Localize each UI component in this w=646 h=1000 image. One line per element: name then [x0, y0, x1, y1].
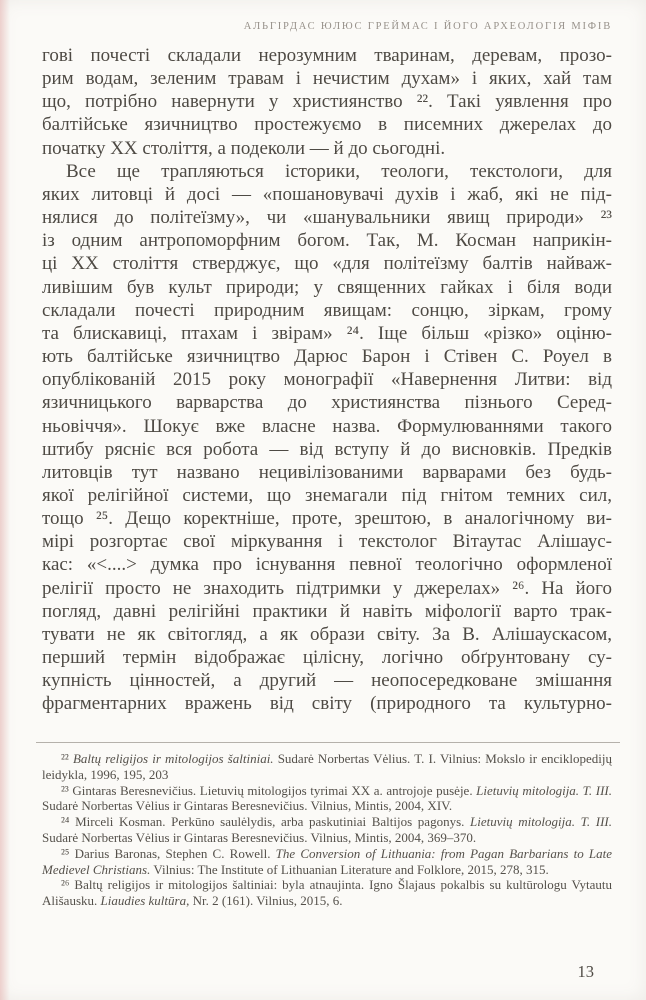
footnote-separator: [36, 742, 620, 743]
footnotes: [42, 751, 612, 909]
body-line: погляд, давні релігійні практики й навіть міфології варто трак-: [42, 600, 612, 622]
footnote: ²⁴ Mirceli Kosman. Perkūno saulėlydis, arba paskutiniai Baltijos pagonys. Lietuvių mitologija. T. III. Sudarė Norbertas Vėlius ir Gintaras Beresnevičius. Vilnius, Mintis, 2004, 369–370.: [42, 814, 612, 845]
body-line: кас: «<....> думка про існування певної теологічно оформленої: [42, 554, 612, 576]
body-text: [42, 44, 612, 716]
body-line: складали почесті природним явищам: сонцю, зіркам, грому: [42, 299, 612, 321]
body-line: ньовіччя». Шокує вже власне назва. Формулюваннями такого: [42, 415, 612, 437]
body-line: язичницького варварства до християнства пізнього Серед-: [42, 392, 612, 414]
footnote: ²³ Gintaras Beresnevičius. Lietuvių mitologijos tyrimai XX a. antrojoje pusėje. Lietuvių mitologija. T. III. Sudarė Norbertas Vėlius ir Gintaras Beresnevičius. Vilnius, Mintis, 2004, XIV.: [42, 782, 612, 814]
body-line: литовців тут названо нецивілізованими варварами без будь-: [42, 461, 612, 483]
body-line: штибу рясніє вся робота — від вступу й до висновків. Предків: [42, 438, 612, 460]
body-line: ють балтійське язичництво Дарюс Барон і Стівен С. Роуел в: [42, 346, 612, 368]
body-line: що, потрібно навернути у християнство ²². Такі уявлення про: [42, 91, 612, 113]
body-line: перший термін відображає цілісну, логічно обґрунтовану су-: [42, 647, 612, 669]
body-line: гові почесті складали нерозумним тваринам, деревам, прозо-: [42, 45, 612, 66]
page-number: 13: [577, 962, 594, 981]
body-line: ці XX століття стверджує, що «для політеїзму балтів найваж-: [42, 253, 612, 275]
body-line: релігії просто не знаходить підтримки у джерелах» ²⁶. На його: [42, 577, 612, 599]
body-line: початку XX століття, а подеколи — й до сьогодні.: [42, 137, 446, 159]
body-line: нялися до політеїзму», чи «шанувальники явищ природи» ²³: [42, 207, 612, 229]
body-line: купність цінностей, а другий — неопосередковане змішання: [42, 670, 612, 692]
body-line: рим водам, зеленим травам і нечистим духам» і яких, хай там: [42, 68, 612, 90]
body-line: тощо ²⁵. Дещо коректніше, проте, зрештою, в аналогічному ви-: [42, 508, 612, 530]
body-line: фрагментарних вражень від світу (природного та культурно-: [42, 693, 612, 715]
body-line: Все ще трапляються історики, теологи, текстологи, для: [66, 160, 612, 182]
body-line: якої релігійної системи, що знемагали під гнітом темних сил,: [42, 484, 612, 506]
body-line: ливішим був культ природи; у священних гайках і біля води: [42, 276, 612, 298]
body-line: тувати не як світогляд, а як образи світу. За В. Алішаускасом,: [42, 623, 612, 645]
footnote: ²⁵ Darius Baronas, Stephen C. Rowell. The Conversion of Lithuania: from Pagan Barbarians to Late Medievel Christians. Vilnius: The Institute of Lithuanian Literature and Folklore, 2015, 278, 315.: [42, 845, 613, 877]
body-line: балтійське язичництво простежуємо в писемних джерелах до: [42, 114, 612, 136]
running-header: АЛЬГІРДАС ЮЛЮС ГРЕЙМАС І ЙОГО АРХЕОЛОГІЯ МІФІВ: [243, 21, 612, 32]
body-line: опублікованій 2015 року монографії «Навернення Литви: від: [42, 369, 612, 391]
body-line: із одним антропоморфним богом. Так, М. Косман наприкін-: [42, 230, 612, 252]
body-line: мірі розгортає свої міркування і текстолог Вітаутас Алішаус-: [42, 531, 612, 553]
body-line: яких литовці й досі — «пошановувачі духів і жаб, які не під-: [42, 183, 612, 205]
footnote: ²² Baltų religijos ir mitologijos šaltiniai. Sudarė Norbertas Vėlius. T. I. Vilnius: Mokslo ir enciklopedijų leidykla, 1996, 195, 203: [42, 751, 612, 782]
footnote: ²⁶ Baltų religijos ir mitologijos šaltiniai: byla atnaujinta. Igno Šlajaus pokalbis su kultūrologu Vytautu Ališausku. Liaudies kultūra, Nr. 2 (161). Vilnius, 2015, 6.: [42, 877, 612, 909]
body-line: та блискавиці, птахам і звірам» ²⁴. Іще більш «різко» оціню-: [42, 322, 612, 344]
